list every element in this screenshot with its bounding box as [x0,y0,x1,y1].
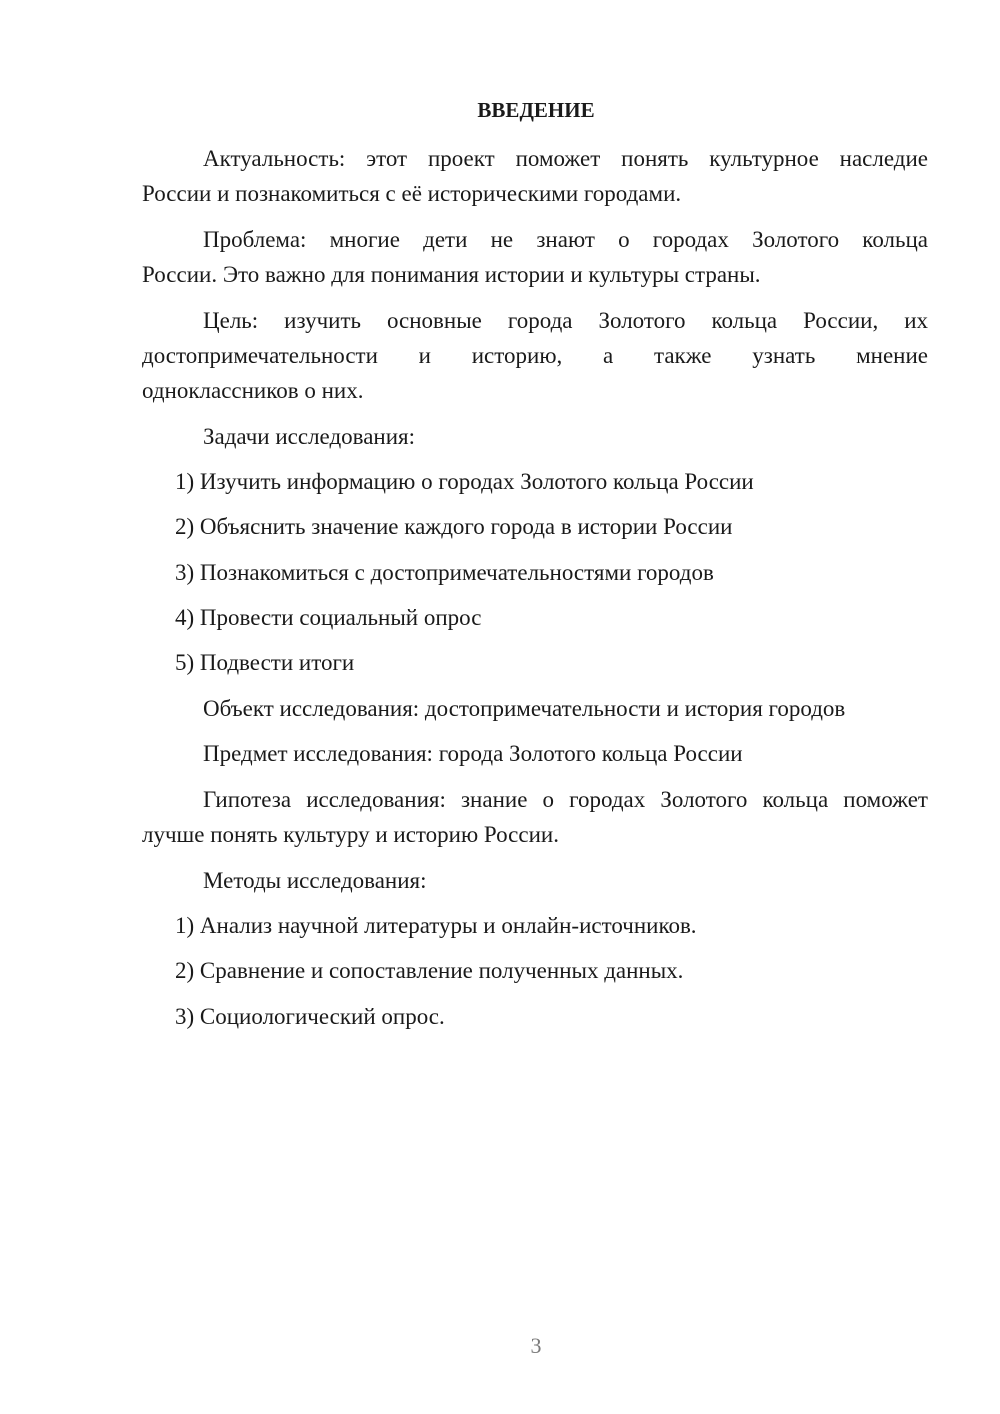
task-item: 4) Провести социальный опрос [175,605,482,630]
methods-heading: Методы исследования: [203,868,427,893]
research-object: Объект исследования: достопримечательности и история городов [203,696,846,721]
task-item: 1) Изучить информацию о городах Золотого кольца России [175,469,754,494]
goal-line-1: Цель: изучить основные города Золотого кольца России, их [203,308,928,333]
task-item: 3) Познакомиться с достопримечательностями городов [175,560,714,585]
research-subject: Предмет исследования: города Золотого кольца России [203,741,743,766]
goal-line-3: одноклассников о них. [142,378,364,403]
method-item: 3) Социологический опрос. [175,1004,445,1029]
hypothesis-line-1: Гипотеза исследования: знание о городах Золотого кольца поможет [203,787,928,812]
method-item: 1) Анализ научной литературы и онлайн-источников. [175,913,697,938]
hypothesis-line-2: лучше понять культуру и историю России. [142,822,559,847]
relevance-line-2: России и познакомиться с её историческими городами. [142,181,682,206]
task-item: 5) Подвести итоги [175,650,355,675]
tasks-heading: Задачи исследования: [203,424,416,449]
page-title: ВВЕДЕНИЕ [477,98,595,122]
problem-line-2: России. Это важно для понимания истории и культуры страны. [142,262,761,287]
goal-line-2: достопримечательности и историю, а также узнать мнение [142,343,928,368]
task-item: 2) Объяснить значение каждого города в истории России [175,514,733,539]
relevance-line-1: Актуальность: этот проект поможет понять культурное наследие [203,146,928,171]
problem-line-1: Проблема: многие дети не знают о городах Золотого кольца [203,227,928,252]
method-item: 2) Сравнение и сопоставление полученных данных. [175,958,684,983]
page-number: 3 [530,1333,542,1358]
